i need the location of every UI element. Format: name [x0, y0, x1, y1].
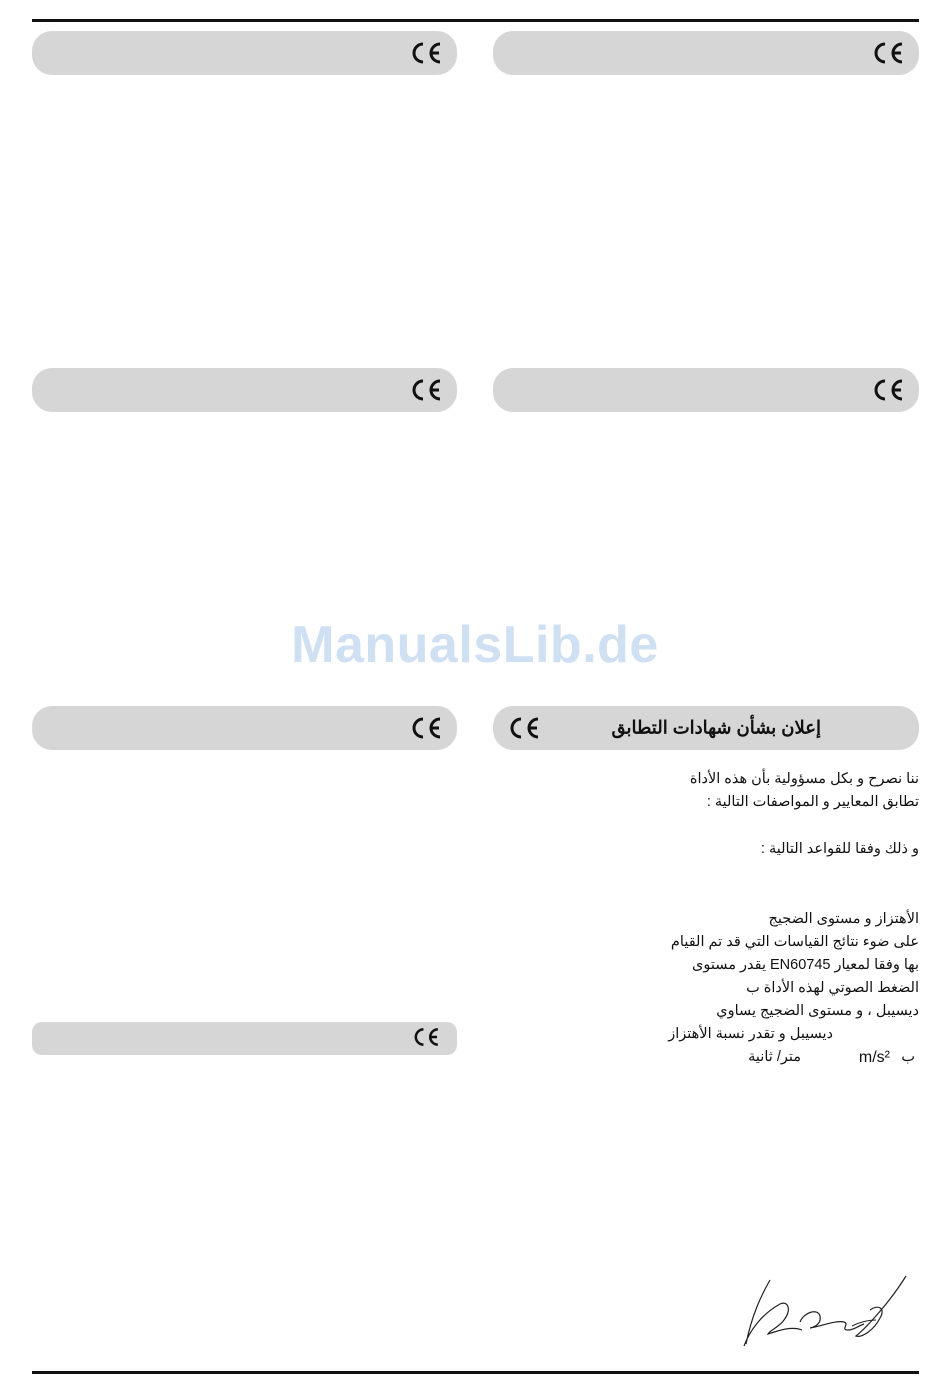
- declaration-line: بها وفقا لمعيار EN60745 يقدر مستوى: [692, 957, 919, 973]
- ce-mark-icon: [411, 1026, 445, 1052]
- top-rule: [32, 19, 919, 22]
- language-header-bar: [493, 31, 919, 75]
- declaration-line: على ضوء نتائج القياسات التي قد تم القيام: [670, 934, 919, 950]
- declaration-line: ب: [901, 1049, 915, 1065]
- ce-mark-icon: [409, 715, 443, 741]
- declaration-line: ننا نصرح و بكل مسؤولية بأن هذه الأداة: [689, 771, 919, 787]
- ce-mark-icon: [871, 377, 905, 403]
- declaration-line: ديسيبل ، و مستوى الضجيج يساوي: [716, 1003, 919, 1019]
- arabic-declaration-header: [493, 706, 919, 750]
- bottom-rule: [32, 1371, 919, 1374]
- language-header-bar: [493, 368, 919, 412]
- language-header-bar: [32, 706, 457, 750]
- declaration-line: و ذلك وفقا للقواعد التالية :: [760, 841, 919, 857]
- ce-mark-icon: [507, 715, 541, 741]
- language-header-bar: [32, 31, 457, 75]
- ce-mark-icon: [871, 40, 905, 66]
- declaration-line: تطابق المعايير و المواصفات التالية :: [706, 794, 919, 810]
- declaration-title: إعلان بشأن شهادات التطابق: [611, 717, 821, 738]
- declaration-line: الأهتزاز و مستوى الضجيج: [768, 911, 919, 927]
- language-header-bar-small: [32, 1022, 457, 1055]
- declaration-line: ديسيبل و تقدر نسبة الأهتزاز: [668, 1026, 833, 1042]
- ce-mark-icon: [409, 377, 443, 403]
- signature-image: [740, 1272, 910, 1357]
- language-header-bar: [32, 368, 457, 412]
- watermark: ManualsLib.de: [291, 616, 659, 674]
- declaration-line: الضغط الصوتي لهذه الأداة ب: [746, 980, 919, 996]
- ce-mark-icon: [409, 40, 443, 66]
- unit-latin: m/s²: [858, 1049, 890, 1066]
- unit-arabic: متر/ ثانية: [748, 1049, 801, 1065]
